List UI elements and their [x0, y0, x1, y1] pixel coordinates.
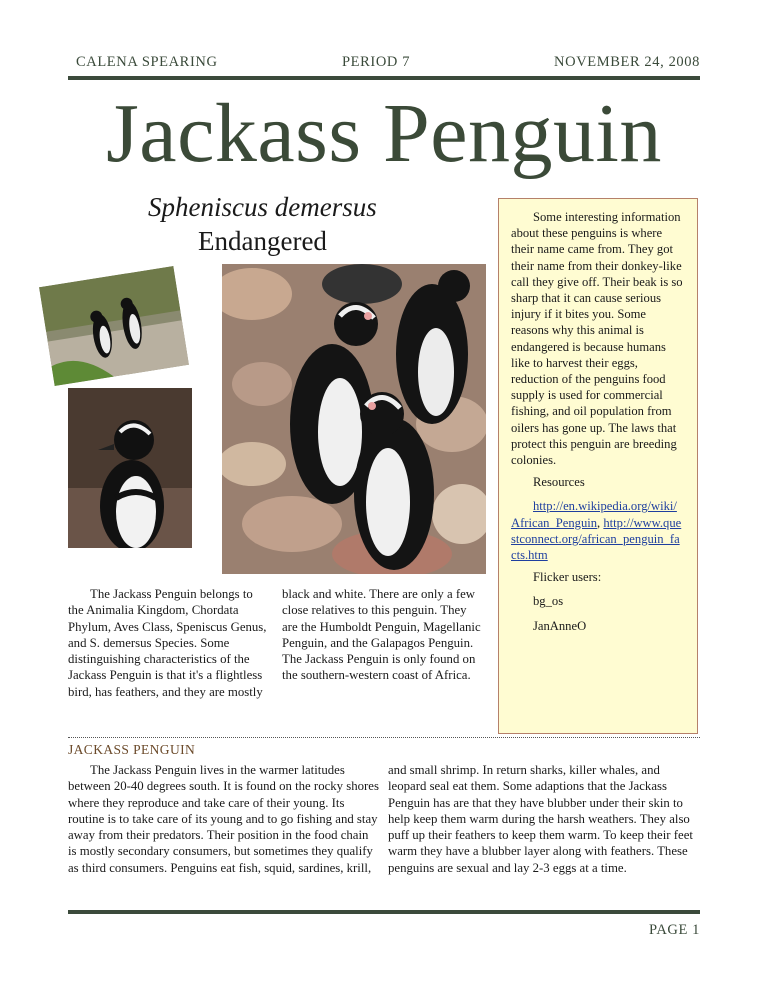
intro-column-2 — [282, 586, 482, 684]
section-column-1 — [68, 762, 380, 876]
page-number: PAGE 1 — [648, 922, 700, 938]
flicker-label: Flicker users: — [533, 570, 602, 585]
page-title: Jackass Penguin — [106, 87, 662, 180]
penguin-portrait-photo — [68, 388, 192, 548]
scientific-name: Spheniscus demersus — [148, 192, 377, 222]
section-paragraph-1: The Jackass Penguin lives in the warmer latitudes between 20-40 degrees south. It is found on the rocky shores where they reproduce and take care of their young. Its routine is to take care of its young and to go fishing and stay away from their predators. Their position in the food chain is mostly secondary consumers, but sometimes they qualify as third consumers. Penguins eat fish, squid, sardines, krill, — [68, 763, 379, 875]
resource-links — [511, 498, 685, 563]
section-column-2 — [388, 762, 700, 876]
penguin-pair-photo — [39, 266, 189, 386]
footer-rule — [68, 910, 700, 914]
questconnect-link[interactable]: http://www.questconnect.org/african_penguin_facts.htm — [511, 515, 682, 563]
intro-paragraph-1: The Jackass Penguin belongs to the Animalia Kingdom, Chordata Phylum, Aves Class, Speniscus Genus, and S. demersus Species. Some distinguishing characteristics of the Jackass Penguin is that it's a flightless bird, has feathers, and they are mostly — [68, 587, 267, 699]
flicker-user-2: JanAnneO — [533, 618, 587, 633]
section-heading: JACKASS PENGUIN — [68, 742, 196, 757]
intro-column-1 — [68, 586, 270, 700]
conservation-status: Endangered — [198, 226, 327, 256]
class-period: PERIOD 7 — [342, 54, 411, 70]
flicker-user-1: bg_os — [533, 594, 564, 609]
report-date: NOVEMBER 24, 2008 — [554, 54, 700, 70]
header-rule — [68, 76, 700, 80]
author-name: CALENA SPEARING — [76, 54, 218, 70]
intro-paragraph-2: black and white. There are only a few close relatives to this penguin. They are the Humboldt Penguin, Magellanic Penguin, and the Galapagos Penguin. The Jackass Penguin is only found on the southern-western coast of Africa. — [282, 587, 481, 683]
sidebar-paragraph: Some interesting information about these penguins is where their name came from. They got their name from their donkey-like call they give off. Their beak is so sharp that it can cause serious injury if it bites you. Some reasons why this animal is endangered is because humans like to harvest their eggs, reduction of the penguins food supply is used for commercial fishing, and oil population from oilers has gone up. The laws that protect this penguin are breeding colonies. — [511, 210, 683, 468]
section-paragraph-2: and small shrimp. In return sharks, killer whales, and leopard seal eat them. Some adaptions that the Jackass Penguin has are that they have blubber under their skin to help keep them warm during the harsh weathers. They also puff up their feathers to keep them warm. To keep their feet warm they have a blubber layer along with feathers. These penguins are sexual and lay 2-3 eggs at a time. — [388, 763, 693, 875]
section-divider — [68, 737, 700, 738]
wikipedia-link[interactable]: http://en.wikipedia.org/wiki/African_Penguin — [511, 499, 677, 530]
link-separator: , — [597, 515, 601, 530]
penguin-group-photo — [222, 264, 486, 574]
info-sidebar — [498, 198, 698, 734]
resources-label: Resources — [533, 475, 585, 490]
